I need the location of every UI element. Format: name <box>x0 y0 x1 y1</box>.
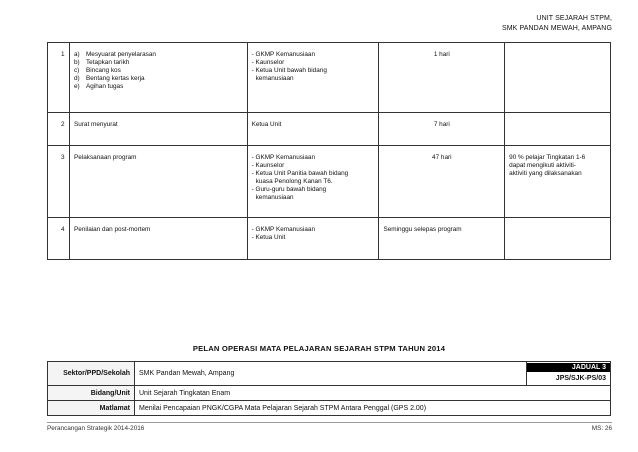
item-text: Mesyuarat penyelarasan <box>85 51 156 58</box>
page-number: MS: 26 <box>591 425 612 432</box>
responsible-line: - Ketua Unit <box>251 234 286 241</box>
table-row <box>48 386 611 401</box>
kpi-line: dapat mengikuti aktiviti- <box>509 162 576 169</box>
item-text: Bentang kertas kerja <box>85 75 145 82</box>
plan-info-table <box>47 361 611 416</box>
row-number: 2 <box>48 113 70 146</box>
responsible-line: kemanusiaan <box>255 194 294 201</box>
reference-code: JPS/SJK-PS/03 <box>555 374 606 382</box>
list-item <box>74 83 243 91</box>
activity-cell: Surat menyurat <box>69 113 247 146</box>
table-row <box>48 362 611 386</box>
item-text: Bincang kos <box>85 67 121 74</box>
item-text: Tetapkan tarikh <box>85 59 130 66</box>
bidang-value: Unit Sejarah Tingkatan Enam <box>135 386 611 401</box>
item-letter: c) <box>73 67 80 74</box>
activity-cell: Pelaksanaan program <box>69 146 247 218</box>
sektor-label: Sektor/PPD/Sekolah <box>48 362 135 386</box>
activity-cell: Penilaian dan post-mortem <box>69 218 247 260</box>
school-header <box>502 14 612 34</box>
responsible-line: kuasa Penolong Kanan T6. <box>255 178 333 185</box>
kpi-cell <box>505 113 611 146</box>
item-letter: a) <box>73 51 80 58</box>
header-school: SMK PANDAN MEWAH, AMPANG <box>501 25 612 32</box>
responsible-line: kemanusiaan <box>255 75 294 82</box>
duration-cell: 47 hari <box>379 146 505 218</box>
row-number: 1 <box>48 43 70 113</box>
responsible-cell <box>247 113 379 146</box>
footer-title: Perancangan Strategik 2014-2016 <box>47 425 145 432</box>
row-number: 3 <box>48 146 70 218</box>
item-text: Agihan tugas <box>85 83 124 90</box>
header-unit: UNIT SEJARAH STPM, <box>536 15 612 22</box>
duration-cell: 7 hari <box>379 113 505 146</box>
duration-cell: 1 hari <box>379 43 505 113</box>
matlamat-value: Menilai Pencapaian PNGK/CGPA Mata Pelajaran Sejarah STPM Antara Penggal (GPS 2.00) <box>135 401 611 416</box>
responsible-line: - Kaunselor <box>251 59 285 66</box>
kpi-cell <box>505 146 611 218</box>
item-letter: d) <box>73 75 80 82</box>
responsible-line: Ketua Unit <box>251 121 282 128</box>
list-item <box>74 67 243 75</box>
responsible-line: - GKMP Kemanusiaan <box>251 51 316 58</box>
sektor-value: SMK Pandan Mewah, Ampang <box>135 362 527 386</box>
document-title: PELAN OPERASI MATA PELAJARAN SEJARAH STPM TAHUN 2014 <box>192 344 446 353</box>
item-letter: e) <box>73 83 80 90</box>
activity-sublist <box>74 51 243 91</box>
responsible-line: - Ketua Unit Panitia bawah bidang <box>251 170 349 177</box>
bidang-label: Bidang/Unit <box>48 386 135 401</box>
table-row <box>48 43 611 113</box>
item-letter: b) <box>73 59 80 66</box>
responsible-cell <box>247 218 379 260</box>
list-item <box>74 51 243 59</box>
matlamat-label: Matlamat <box>48 401 135 416</box>
reference-cell <box>527 362 611 386</box>
responsible-line: - Kaunselor <box>251 162 285 169</box>
responsible-cell <box>247 43 379 113</box>
activity-plan-table <box>47 42 611 260</box>
activity-cell <box>69 43 247 113</box>
footer-divider <box>47 422 612 423</box>
responsible-cell <box>247 146 379 218</box>
responsible-line: - Guru-guru bawah bidang <box>251 186 327 193</box>
kpi-line: aktiviti yang dilaksanakan <box>509 170 582 177</box>
kpi-cell <box>505 43 611 113</box>
responsible-line: - GKMP Kemanusiaan <box>251 226 316 233</box>
responsible-line: - GKMP Kemanusiaan <box>251 154 316 161</box>
duration-cell: Seminggu selepas program <box>379 218 505 260</box>
responsible-line: - Ketua Unit bawah bidang <box>251 67 327 74</box>
table-row <box>48 401 611 416</box>
table-row <box>48 113 611 146</box>
row-number: 4 <box>48 218 70 260</box>
kpi-line: 90 % pelajar Tingkatan 1-6 <box>509 154 586 161</box>
table-row <box>48 218 611 260</box>
list-item <box>74 75 243 83</box>
jadual-badge: JADUAL 3 <box>527 363 610 372</box>
table-row <box>48 146 611 218</box>
kpi-cell <box>505 218 611 260</box>
list-item <box>74 59 243 67</box>
